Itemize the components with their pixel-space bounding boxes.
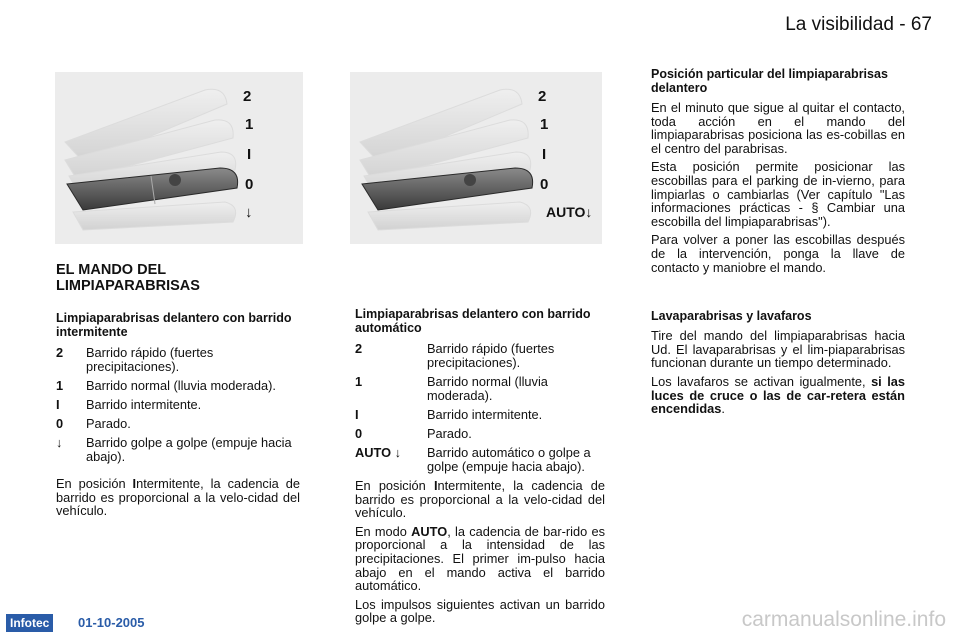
list-item xyxy=(355,342,605,370)
intermittent-wiper-section xyxy=(56,311,300,523)
item-key: 2 xyxy=(56,345,64,360)
list-item xyxy=(56,379,300,393)
wiper-stalk-figure-automatic xyxy=(350,72,602,244)
watermark: carmanualsonline.info xyxy=(741,608,946,631)
position-mark-0: 0 xyxy=(540,176,549,193)
item-key: 0 xyxy=(355,426,363,441)
list-item xyxy=(56,436,300,464)
item-key: 0 xyxy=(56,416,64,431)
section-title: La visibilidad - xyxy=(785,14,911,35)
position-mark-2: 2 xyxy=(243,88,252,105)
item-key: 2 xyxy=(355,341,363,356)
item-text: Barrido golpe a golpe (empuje hacia abajo). xyxy=(86,435,292,464)
item-key: 1 xyxy=(56,378,64,393)
paragraph-bold: I xyxy=(433,478,438,493)
paragraph xyxy=(355,525,605,593)
item-key: ↓ xyxy=(56,435,63,450)
paragraph: En el minuto que sigue al quitar el contacto, toda acción en el mando del limpiaparabrisas posiciona las es-cobillas en el centro del parabrisas. xyxy=(651,100,905,156)
paragraph-bold: I xyxy=(132,476,137,491)
item-key: I xyxy=(355,407,359,422)
paragraph-text: En modo xyxy=(355,523,412,539)
item-key: AUTO ↓ xyxy=(355,445,401,460)
position-mark-0: 0 xyxy=(245,176,254,193)
item-text: Parado. xyxy=(427,426,472,441)
list-item xyxy=(56,346,300,374)
list-item xyxy=(355,408,605,422)
infotec-logo: Infotec xyxy=(6,614,53,632)
right-column xyxy=(651,67,905,421)
paragraph-text: ntermitente, la cadencia de barrido es proporcional a la velo-cidad del vehículo. xyxy=(56,476,300,519)
paragraph xyxy=(651,375,905,416)
paragraph: Para volver a poner las escobillas después de la intervención, ponga la llave de contacto y maniobre el mando. xyxy=(651,232,905,275)
down-arrow-icon: ↓ xyxy=(245,204,253,221)
item-key: I xyxy=(56,397,60,412)
wiper-stalk-figure-intermittent xyxy=(55,72,303,244)
list-item xyxy=(355,375,605,403)
list-item xyxy=(355,446,605,474)
paragraph-text: ntermitente, la cadencia de barrido es proporcional a la velo-cidad del vehículo. xyxy=(355,478,605,521)
item-text: Barrido normal (lluvia moderada). xyxy=(427,374,548,403)
paragraph: Los impulsos siguientes activan un barrido golpe a golpe. xyxy=(355,596,605,626)
wiper-stalk-illustration xyxy=(55,72,303,244)
position-mark-intermittent: I xyxy=(247,146,252,163)
item-text: Barrido intermitente. xyxy=(427,407,543,422)
paragraph-text: Los lavafaros se activan igualmente, xyxy=(651,373,872,389)
paragraph-bold: AUTO xyxy=(411,523,448,539)
paragraph xyxy=(355,479,605,520)
list-item xyxy=(56,417,300,431)
subheading-washers: Lavaparabrisas y lavafaros xyxy=(651,309,812,324)
item-text: Barrido automático o golpe a golpe (empuje hacia abajo). xyxy=(427,445,591,474)
automatic-wiper-section xyxy=(355,307,605,630)
position-mark-1: 1 xyxy=(245,116,254,133)
print-date: 01-10-2005 xyxy=(78,615,145,630)
item-text: Barrido normal (lluvia moderada). xyxy=(86,378,276,393)
paragraph xyxy=(56,477,300,518)
position-mark-1: 1 xyxy=(540,116,549,133)
paragraph-text: . xyxy=(721,401,725,417)
paragraph-text: En posición xyxy=(56,476,133,491)
section-heading-line2: LIMPIAPARABRISAS xyxy=(56,278,200,294)
item-text: Parado. xyxy=(86,416,131,431)
section-heading-line1: EL MANDO DEL xyxy=(56,262,167,278)
list-item xyxy=(56,398,300,412)
paragraph-text: , la cadencia de bar-rido es proporcional a la intensidad de las precipitaciones. El primer im-pulso hacia abajo en el mando activa el barrido automático. xyxy=(355,523,605,594)
auto-down-mark: AUTO↓ xyxy=(546,204,593,220)
subheading-intermittent: Limpiaparabrisas delantero con barrido intermitente xyxy=(56,311,292,339)
paragraph-bold: si las luces de cruce o las de car-retera están encendidas xyxy=(651,373,905,417)
subheading-automatic: Limpiaparabrisas delantero con barrido automático xyxy=(355,307,591,335)
subheading-special-position: Posición particular del limpiaparabrisas delantero xyxy=(651,67,888,95)
item-text: Barrido rápido (fuertes precipitaciones). xyxy=(427,341,555,370)
paragraph: Tire del mando del limpiaparabrisas hacia Ud. El lavaparabrisas y el lim-piaparabrisas funcionan durante un tiempo determinado. xyxy=(651,328,905,371)
item-text: Barrido intermitente. xyxy=(86,397,202,412)
page-header xyxy=(785,14,932,36)
paragraph: Esta posición permite posicionar las escobillas para el parking de in-vierno, para limpiarlas o cambiarlas (Ver capítulo "Las informaciones prácticas - § Cambiar una escobilla del limpiaparabrisas"). xyxy=(651,159,905,229)
section-heading xyxy=(56,262,306,294)
item-key: 1 xyxy=(355,374,363,389)
page-number: 67 xyxy=(910,14,932,35)
item-text: Barrido rápido (fuertes precipitaciones). xyxy=(86,345,214,374)
position-mark-2: 2 xyxy=(538,88,547,105)
list-item xyxy=(355,427,605,441)
position-mark-intermittent: I xyxy=(542,146,547,163)
paragraph-text: En posición xyxy=(355,478,434,493)
